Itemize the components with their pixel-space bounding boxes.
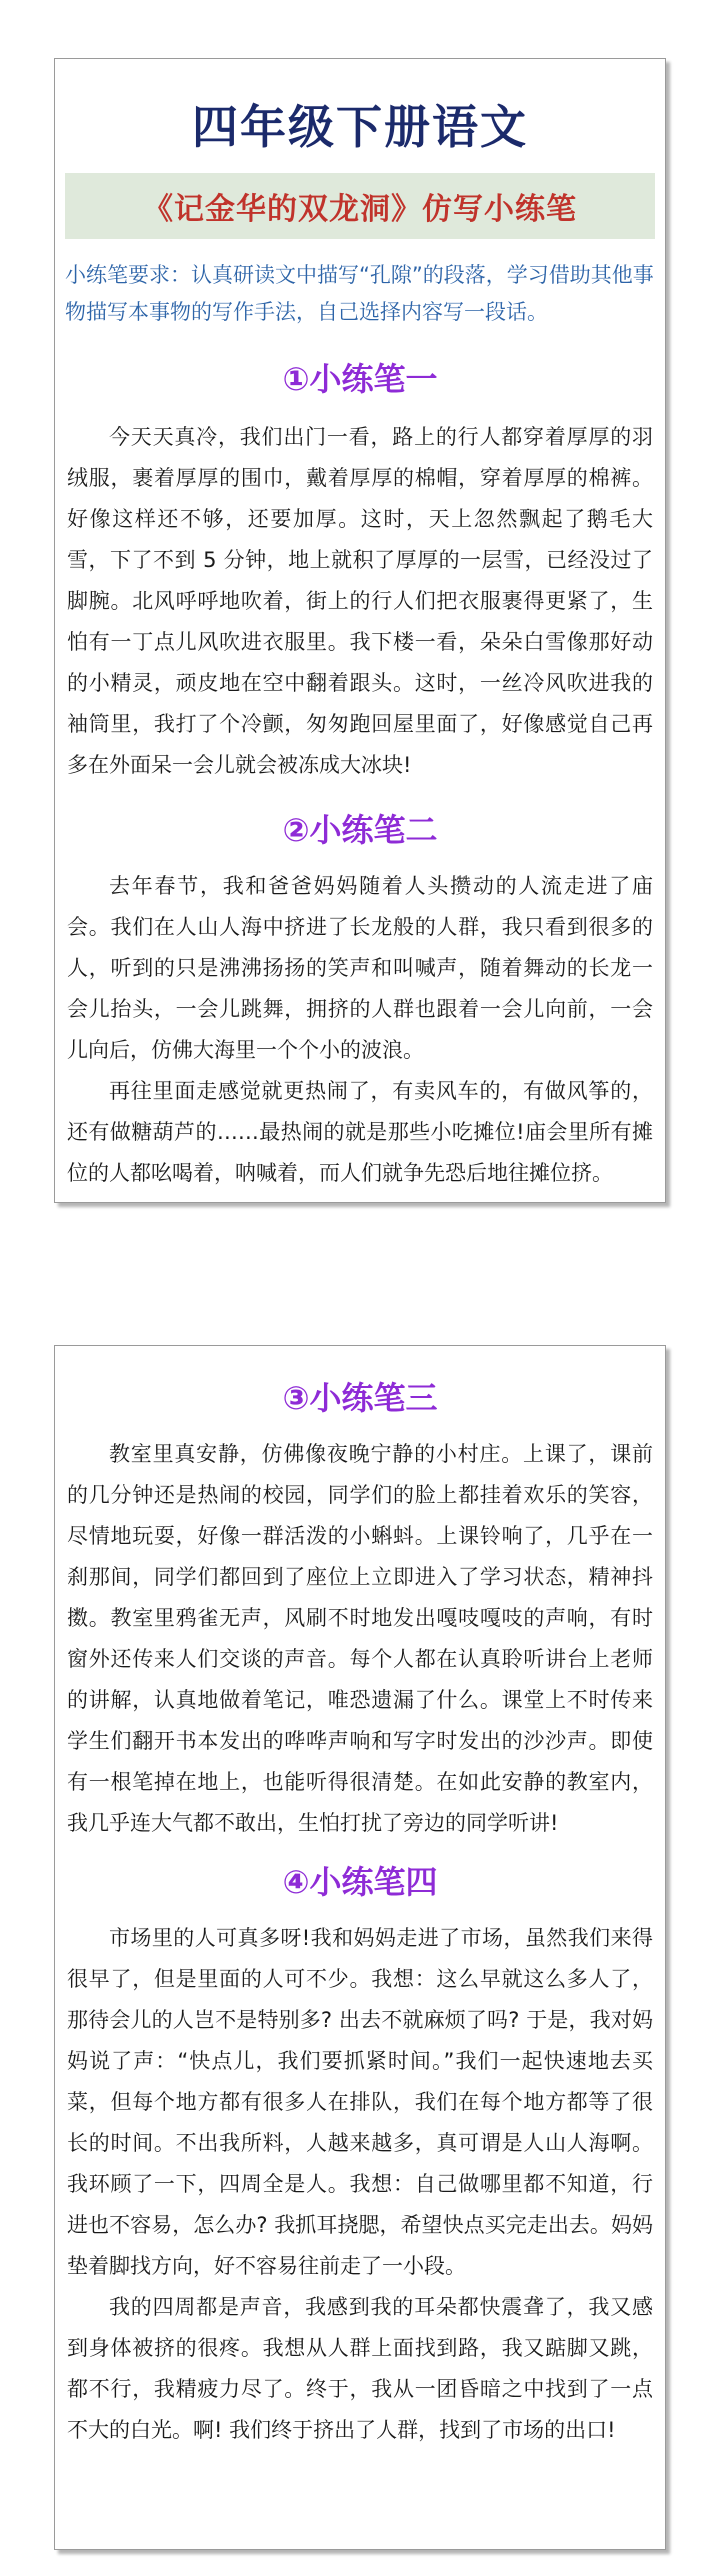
subtitle-banner xyxy=(65,173,655,239)
section-heading-2: ②小练笔二 xyxy=(282,811,438,849)
section-2-paragraph-2: 再往里面走感觉就更热闹了，有卖风车的，有做风筝的，还有做糖葫芦的……最热闹的就是那些小吃摊位!庙会里所有摊位的人都吆喝着，呐喊着，而人们就争先恐后地往摊位挤。 xyxy=(67,1079,653,1185)
page-title: 四年级下册语文 xyxy=(192,100,528,154)
exercise-requirement: 小练笔要求：认真研读文中描写“孔隙”的段落，学习借助其他事物描写本事物的写作手法，自己选择内容写一段话。 xyxy=(65,263,654,324)
section-4-paragraph-1: 市场里的人可真多呀!我和妈妈走进了市场，虽然我们来得很早了，但是里面的人可不少。我想：这么早就这么多人了，那待会儿的人岂不是特别多? 出去不就麻烦了吗? 于是，我对妈妈说了声：“快点儿，我们要抓紧时间。”我们一起快速地去买菜，但每个地方都有很多人在排队，我们在每个地方都等了很长的时间。不出我所料，人越来越多，真可谓是人山人海啊。我环顾了一下，四周全是人。我想：自己做哪里都不知道，行进也不容易，怎么办? 我抓耳挠腮，希望快点买完走出去。妈妈垫着脚找方向，好不容易往前走了一小段。 xyxy=(67,1926,653,2278)
article-panel-top xyxy=(54,58,666,1203)
section-1-paragraph-1: 今天天真冷，我们出门一看，路上的行人都穿着厚厚的羽绒服，裹着厚厚的围巾，戴着厚厚的棉帽，穿着厚厚的棉裤。好像这样还不够，还要加厚。这时，天上忽然飘起了鹅毛大雪，下了不到 5 分钟，地上就积了厚厚的一层雪，已经没过了脚腕。北风呼呼地吹着，街上的行人们把衣服裹得更紧了，生怕有一丁点儿风吹进衣服里。我下楼一看，朵朵白雪像那好动的小精灵，顽皮地在空中翻着跟头。这时，一丝冷风吹进我的袖筒里，我打了个冷颤，匆匆跑回屋里面了，好像感觉自己再多在外面呆一会儿就会被冻成大冰块! xyxy=(67,425,653,777)
section-3-paragraph-1: 教室里真安静，仿佛像夜晚宁静的小村庄。上课了，课前的几分钟还是热闹的校园，同学们的脸上都挂着欢乐的笑容，尽情地玩耍，好像一群活泼的小蝌蚪。上课铃响了，几乎在一刹那间，同学们都回到了座位上立即进入了学习状态，精神抖擞。教室里鸦雀无声，风刷不时地发出嘎吱嘎吱的声响，有时窗外还传来人们交谈的声音。每个人都在认真聆听讲台上老师的讲解，认真地做着笔记，唯恐遗漏了什么。课堂上不时传来学生们翻开书本发出的哗哗声响和写字时发出的沙沙声。即使有一根笔掉在地上，也能听得很清楚。在如此安静的教室内，我几乎连大气都不敢出，生怕打扰了旁边的同学听讲! xyxy=(67,1442,653,1835)
section-2-paragraph-1: 去年春节，我和爸爸妈妈随着人头攒动的人流走进了庙会。我们在人山人海中挤进了长龙般的人群，我只看到很多的人，听到的只是沸沸扬扬的笑声和叫喊声，随着舞动的长龙一会儿抬头，一会儿跳舞，拥挤的人群也跟着一会儿向前，一会儿向后，仿佛大海里一个个小的波浪。 xyxy=(67,874,653,1062)
subtitle-text: 《记金华的双龙洞》仿写小练笔 xyxy=(143,192,577,227)
section-heading-1: ①小练笔一 xyxy=(282,360,438,398)
section-heading-4: ④小练笔四 xyxy=(282,1863,438,1901)
section-heading-3: ③小练笔三 xyxy=(282,1379,438,1417)
section-4-paragraph-2: 我的四周都是声音，我感到我的耳朵都快震聋了，我又感到身体被挤的很疼。我想从人群上面找到路，我又踮脚又跳，都不行，我精疲力尽了。终于，我从一团昏暗之中找到了一点不大的白光。啊! 我们终于挤出了人群，找到了市场的出口! xyxy=(67,2295,653,2442)
article-panel-bottom xyxy=(54,1345,666,2550)
